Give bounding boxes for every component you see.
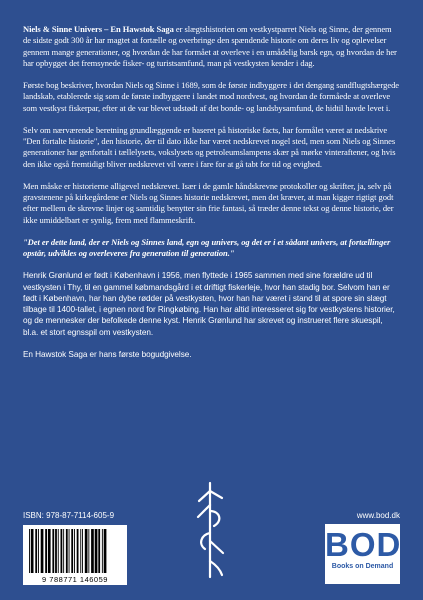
author-bio: Henrik Grønlund er født i København i 1956, men flyttede i 1965 sammen med sine forældre ud til vestkysten i Thy, til en gammel købmandsgård i et driftigt fiskerleje, hvor han stadig bor. Selvom han er født i København, har han dybe rødder på vestkysten, hvor han har været i stand til at spore sin slægt tilbage til 1400-tallet, i egnen nord for Ringkøbing. Han har altid interesseret sig for vestkystens historier, og de mennesker der befolkede denne kyst. Henrik Grønlund har skrevet og instrueret flere skuespil, bl.a. et stort egnsspil om vestkysten. [23, 271, 395, 337]
debut-note: En Hawstok Saga er hans første bogudgivelse. [23, 349, 192, 359]
website: www.bod.dk [356, 511, 400, 520]
publisher-tagline: Books on Demand [331, 563, 394, 570]
tree-rune-symbol-icon [190, 481, 230, 579]
intro-paragraph [23, 24, 400, 69]
publisher-logo [325, 524, 400, 584]
paragraph-written-history: Men måske er historierne alligevel nedskrevet. Især i de gamle håndskrevne protokoller og skrifter, ja, selv på gravstenene på kirkegårdene er Niels og Sinnes historie nedskrevet, men det kræver, at man kigger rigtigt godt efter mellem de skrevne linjer og samtidig benytter sin frie fantasi, så træder denne tekst og denne historie, der ikke umiddelbart er synlig, frem med flammeskrift. [23, 180, 394, 225]
quote: "Det er dette land, der er Niels og Sinnes land, egn og univers, og det er i et sådant univers, at fortællinger opstår, udvikles og overleveres fra generation til generation." [23, 236, 391, 258]
barcode-bars [27, 529, 123, 573]
intro-title: Niels & Sinne Univers – En Hawstok Saga [23, 24, 174, 34]
barcode [23, 525, 127, 585]
cover-text [23, 24, 400, 371]
publisher-logo-text: BOD [325, 526, 402, 563]
isbn: ISBN: 978-87-7114-605-9 [23, 511, 115, 520]
paragraph-purpose: Selv om nærværende beretning grundlæggende er baseret på historiske facts, har formålet været at nedskrive "Den fortalte historie", den historie, der til dato ikke har været nedskrevet nogel sted, men som Niels og Sinnes generationer har genfortalt i tællelysets, vokslysets og petroleumslampens skær på mørke vinteraftener, og hvis den ikke også fremtidigt bliver nedskrevet vil være i fare for at gå tabt for tid og evighed. [23, 124, 396, 169]
barcode-number: 9 788771 146059 [42, 575, 108, 584]
intro-text: er slægtshistorien om vestkystparret Niels og Sinne, der gennem de sidste godt 300 år har magtet at fortælle og overbringe den spændende historie om deres liv og oplevelser gennem mange generationer, og hvordan de har formået at overleve i en umådelig barsk egn, og hvordan de her har opbygget det fremsynede fisker- og turistsamfund, man på vestkysten kender i dag. [23, 24, 397, 68]
paragraph-first-book: Første bog beskriver, hvordan Niels og Sinne i 1689, som de første indbyggere i det dengang sandflugtshærgede landskab, etablerede sig som de første indbyggere i landet mod nordvest, og hvordan de formåede at overleve som vestkyst fiskerpar, efter at de var blevet udstødt af det bonde- og landsbysamfund, de hidtil havde levet i. [23, 80, 400, 113]
